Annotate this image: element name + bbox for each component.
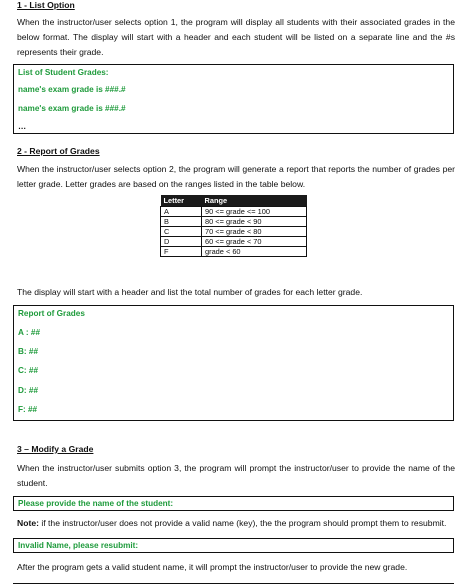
grade-ranges-table xyxy=(160,195,307,257)
grade-letter-cell: A xyxy=(161,207,202,217)
report-line-a: A : ## xyxy=(18,328,40,337)
report-of-grades-output-box xyxy=(13,305,454,421)
grade-letter-cell: F xyxy=(161,247,202,257)
student-grades-ellipsis: … xyxy=(18,122,27,131)
report-line-d: D: ## xyxy=(18,386,39,395)
grade-range-cell: 80 <= grade < 90 xyxy=(202,217,307,227)
note-label: Note: xyxy=(17,518,39,528)
grade-range-cell: 60 <= grade < 70 xyxy=(202,237,307,247)
section1-paragraph: When the instructor/user selects option 1, the program will display all students with their associated grades in the below format. The display will start with a header and each student will be listed on a separate line and the #s represents their grade. xyxy=(17,17,455,57)
grade-range-cell: 90 <= grade <= 100 xyxy=(202,207,307,217)
invalid-name-prompt: Invalid Name, please resubmit: xyxy=(18,541,139,550)
provide-name-prompt-box xyxy=(13,496,454,511)
final-paragraph: After the program gets a valid student name, it will prompt the instructor/user to provide the new grade. xyxy=(17,562,408,572)
grade-range-cell: grade < 60 xyxy=(202,247,307,257)
section2-paragraph-2: The display will start with a header and list the total number of grades for each letter grade. xyxy=(17,287,363,297)
grade-letter-cell: D xyxy=(161,237,202,247)
report-line-c: C: ## xyxy=(18,366,39,375)
grade-table-header-range: Range xyxy=(202,195,307,207)
bottom-divider xyxy=(13,583,454,584)
table-row xyxy=(161,207,307,217)
table-row xyxy=(161,247,307,257)
student-grades-box-title: List of Student Grades: xyxy=(18,68,109,77)
provide-name-prompt: Please provide the name of the student: xyxy=(18,499,174,508)
section2-heading: 2 - Report of Grades xyxy=(17,146,100,156)
section2-paragraph: When the instructor/user selects option 2, the program will generate a report that reports the number of grades per letter grade. Letter grades are based on the ranges listed in the table below. xyxy=(17,164,455,189)
student-grade-line-2: name's exam grade is ###.# xyxy=(18,104,126,113)
grade-letter-cell: B xyxy=(161,217,202,227)
grade-letter-cell: C xyxy=(161,227,202,237)
invalid-name-prompt-box xyxy=(13,538,454,553)
grade-table-header-row xyxy=(161,195,307,207)
report-box-title: Report of Grades xyxy=(18,309,85,318)
section3-heading: 3 – Modify a Grade xyxy=(17,444,94,454)
grade-range-cell: 70 <= grade < 80 xyxy=(202,227,307,237)
student-grade-line-1: name's exam grade is ###.# xyxy=(18,85,126,94)
table-row xyxy=(161,227,307,237)
section1-heading: 1 - List Option xyxy=(17,0,75,10)
table-row xyxy=(161,217,307,227)
student-grades-output-box xyxy=(13,64,454,134)
note-text: if the instructor/user does not provide a valid name (key), the the program should prompt them to resubmit. xyxy=(38,518,447,528)
note-paragraph xyxy=(17,516,455,531)
report-line-b: B: ## xyxy=(18,347,39,356)
section3-paragraph: When the instructor/user submits option 3, the program will prompt the instructor/user to provide the name of the student. xyxy=(17,463,455,488)
table-row xyxy=(161,237,307,247)
grade-table-header-letter: Letter xyxy=(161,195,202,207)
report-line-f: F: ## xyxy=(18,405,38,414)
